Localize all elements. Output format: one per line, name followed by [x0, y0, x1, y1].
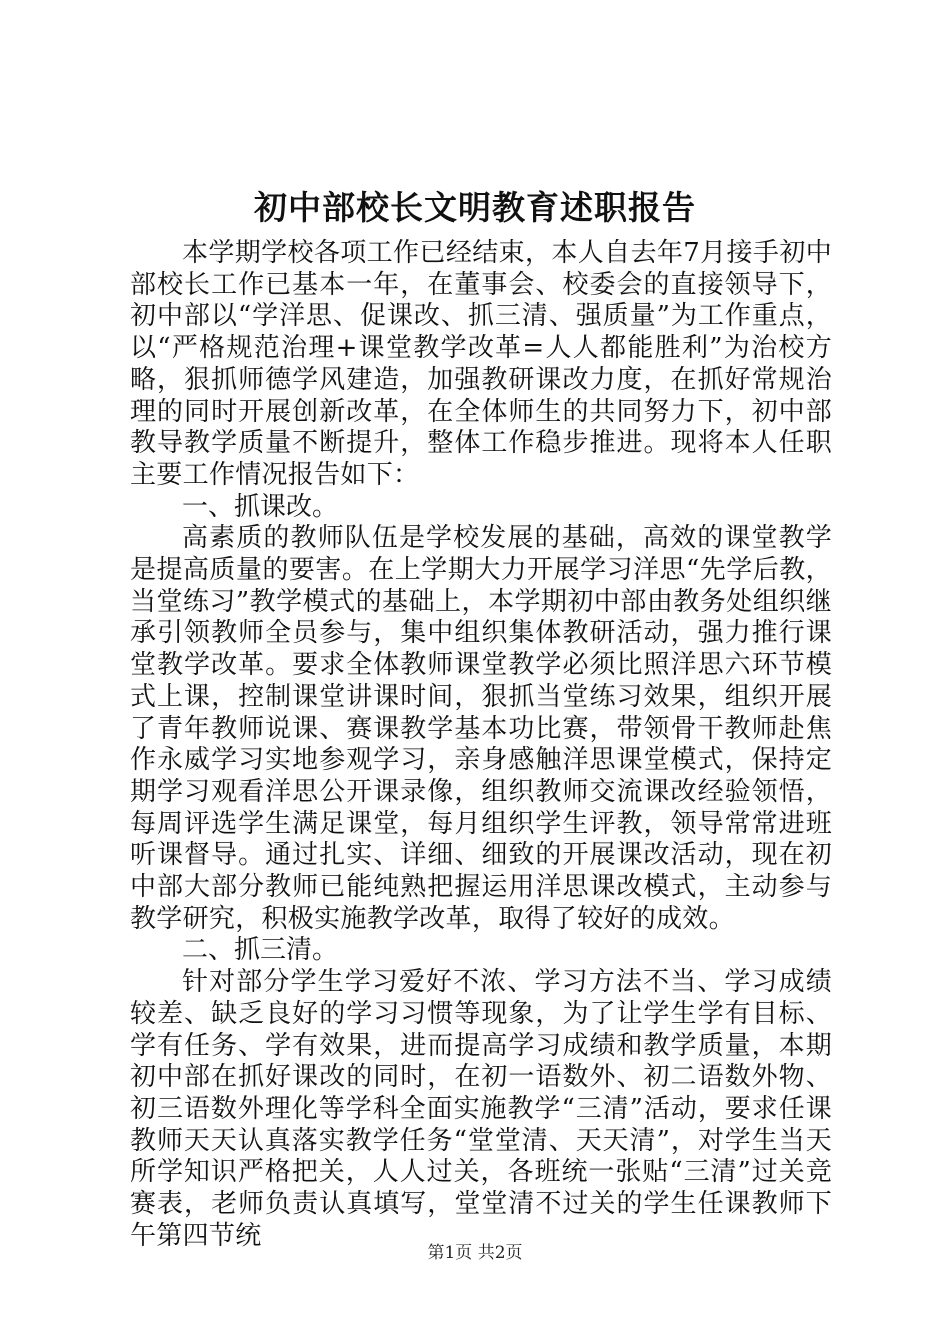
section-heading-1: 一、抓课改。 — [182, 491, 339, 522]
section-heading-2: 二、抓三清。 — [182, 935, 339, 966]
intro-paragraph: 本学期学校各项工作已经结束，本人自去年7月接手初中部校长工作已基本一年，在董事会、校委会的直接领导下，初中部以“学洋思、促课改、抓三清、强质量”为工作重点，以“严格规范治理+课堂教学改革=人人都能胜利”为治校方略，狠抓师德学风建造，加强教研课改力度，在抓好常规治理的同时开展创新改革，在全体师生的共同努力下，初中部教导教学质量不断提升，整体工作稳步推进。现将本人任职主要工作情况报告如下： — [130, 238, 832, 490]
page-number-footer: 第1页 共2页 — [427, 1243, 523, 1263]
section-1-paragraph: 高素质的教师队伍是学校发展的基础，高效的课堂教学是提高质量的要害。在上学期大力开展学习洋思“先学后教，当堂练习”教学模式的基础上，本学期初中部由教务处组织继承引领教师全员参与，集中组织集体教研活动，强力推行课堂教学改革。要求全体教师课堂教学必须比照洋思六环节模式上课，控制课堂讲课时间，狠抓当堂练习效果，组织开展了青年教师说课、赛课教学基本功比赛，带领骨干教师赴焦作永威学习实地参观学习，亲身感触洋思课堂模式，保持定期学习观看洋思公开课录像，组织教师交流课改经验领悟，每周评选学生满足课堂，每月组织学生评教，领导常常进班听课督导。通过扎实、详细、细致的开展课改活动，现在初中部大部分教师已能纯熟把握运用洋思课改模式，主动参与教学研究，积极实施教学改革，取得了较好的成效。 — [130, 523, 832, 934]
section-2-paragraph: 针对部分学生学习爱好不浓、学习方法不当、学习成绩较差、缺乏良好的学习习惯等现象，为了让学生学有目标、学有任务、学有效果，进而提高学习成绩和教学质量，本期初中部在抓好课改的同时，在初一语数外、初二语数外物、初三语数外理化等学科全面实施教学“三清”活动，要求任课教师天天认真落实教学任务“堂堂清、天天清”，对学生当天所学知识严格把关，人人过关，各班统一张贴“三清”过关竞赛表，老师负责认真填写，堂堂清不过关的学生任课教师下午第四节统 — [130, 967, 832, 1251]
document-body — [130, 238, 832, 1253]
document-title: 初中部校长文明教育述职报告 — [254, 188, 696, 227]
